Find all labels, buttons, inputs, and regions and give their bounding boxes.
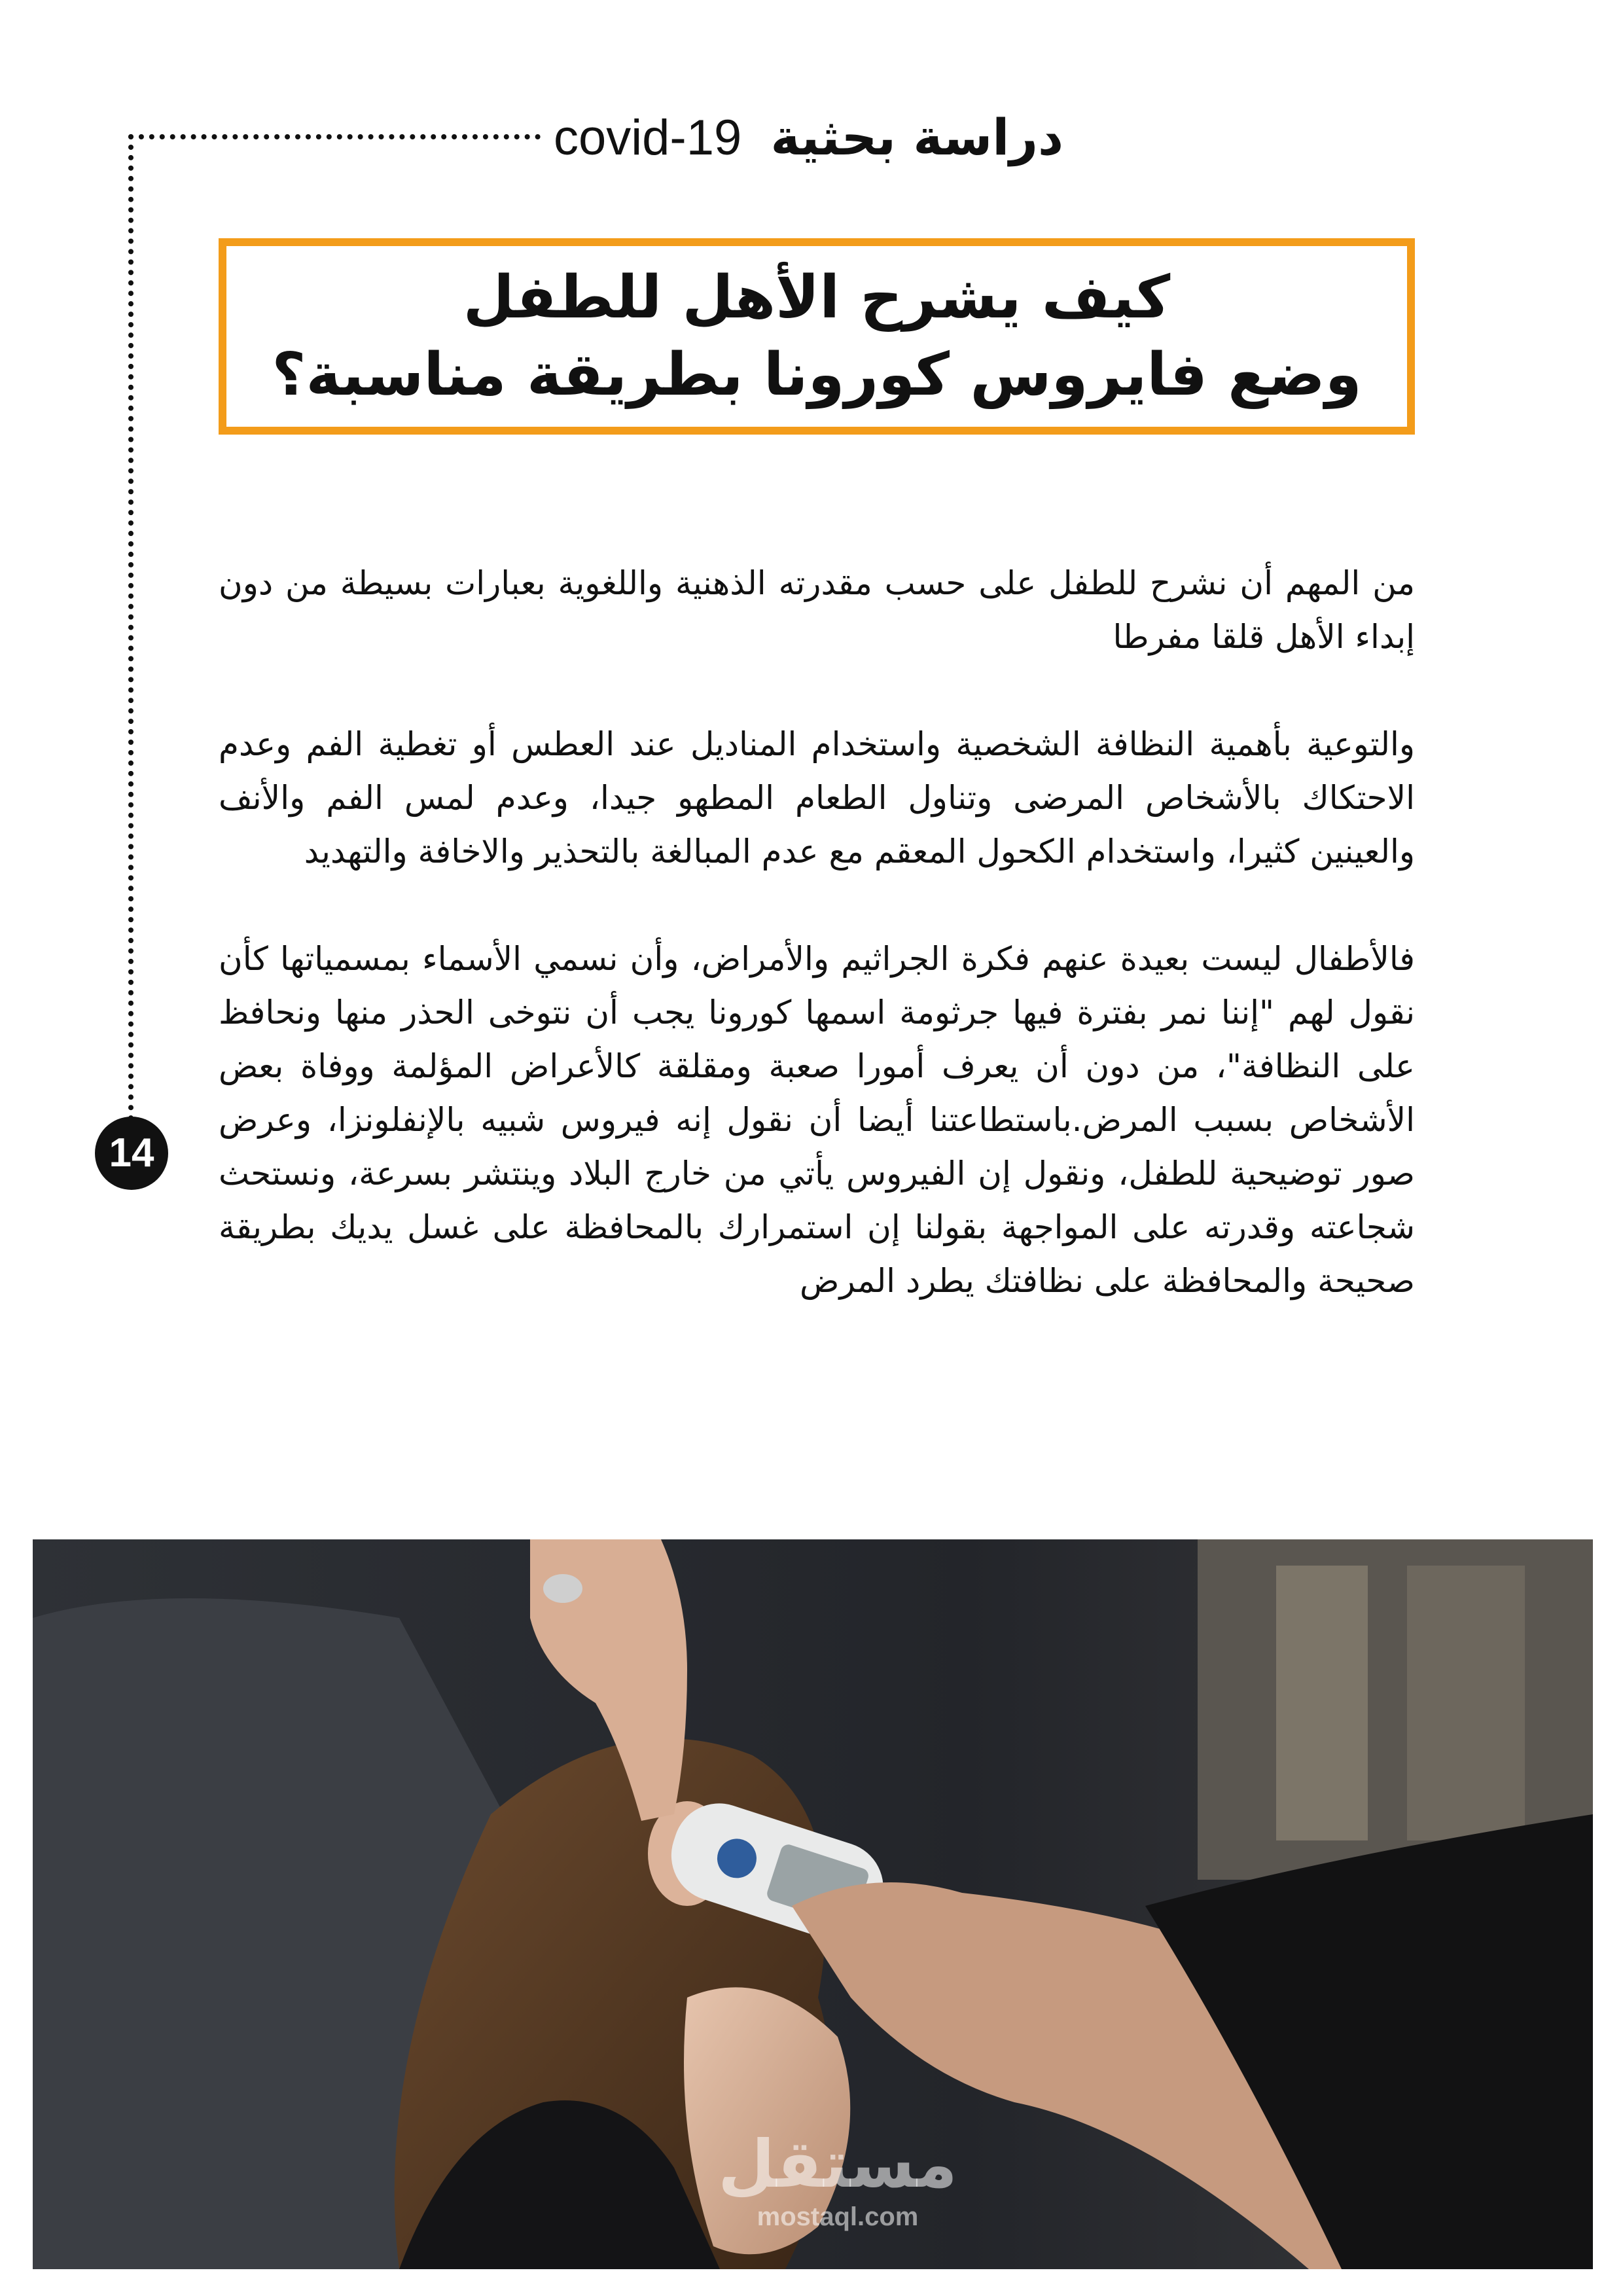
watermark-url: mostaql.com xyxy=(757,2202,919,2231)
dotted-rule-horizontal xyxy=(128,134,541,139)
title-box xyxy=(219,238,1415,435)
dotted-rule-vertical xyxy=(128,134,134,1142)
paragraph: فالأطفال ليست بعيدة عنهم فكرة الجراثيم والأمراض، وأن نسمي الأسماء بمسمياتها كأن نقول لهم "إننا نمر بفترة فيها جرثومة اسمها كورونا يجب أن نتوخى الحذر منها ونحافظ على النظافة"، من دون أن يعرف أمورا صعبة ومقلقة كالأعراض المؤلمة ووفاة بعض الأشخاص بسبب المرض.باستطاعتنا أيضا أن نقول إنه فيروس شبيه بالإنفلونزا، وعرض صور توضيحية للطفل، ونقول إن الفيروس يأتي من خارج البلاد وينتشر بسرعة، ونستحث شجاعته وقدرته على المواجهة بقولنا إن استمرارك بالمحافظة على غسل يديك بطريقة صحيحة والمحافظة على نظافتك يطرد المرض xyxy=(219,940,1415,1300)
section-label: دراسة بحثية xyxy=(770,108,1063,166)
watermark xyxy=(713,2128,962,2233)
page-number-badge: 14 xyxy=(95,1117,168,1190)
title-line-1: كيف يشرح الأهل للطفل xyxy=(463,263,1171,332)
watermark-logo: مستقل xyxy=(718,2126,957,2202)
title-line-2: وضع فايروس كورونا بطريقة مناسبة؟ xyxy=(272,340,1362,409)
header-title xyxy=(554,98,1063,177)
article-body xyxy=(219,556,1415,1361)
article-photo xyxy=(33,1539,1593,2269)
paragraph: من المهم أن نشرح للطفل على حسب مقدرته الذهنية واللغوية بعبارات بسيطة من دون إبداء الأهل قلقا مفرطا xyxy=(219,564,1415,656)
series-label: covid-19 xyxy=(554,110,742,166)
paragraph: والتوعية بأهمية النظافة الشخصية واستخدام المناديل عند العطس أو تغطية الفم وعدم الاحتكاك بالأشخاص المرضى وتناول الطعام المطهو جيدا، وعدم لمس الفم والأنف والعينين كثيرا، واستخدام الكحول المعقم مع عدم المبالغة بالتحذير والاخافة والتهديد xyxy=(219,725,1415,870)
